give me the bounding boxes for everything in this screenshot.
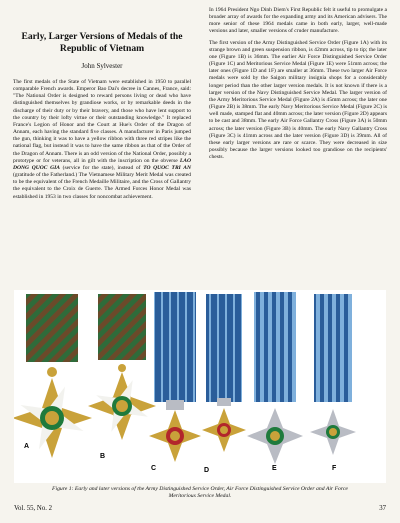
left-paragraph-1 [13, 79, 191, 201]
figure-label-a: A [24, 443, 30, 450]
article-title: Early, Larger Versions of Medals of the Republic of Vietnam [21, 31, 183, 54]
medal-b [85, 294, 158, 443]
left-column [13, 79, 191, 205]
inscription-to-quoc: TO QUOC TRI AN [143, 164, 191, 171]
right-paragraph-2: The first version of the Army Distinguished Service Order (Figure 1A) with its strange brown and green suspension ribbon, is 42mm across, tip to tip; the later one (Figure 1B) is 36mm. The earlier Air Force Distinguished Service Order (Figure 1C) and Meritorious Service Medal (Figure 1E) were 51mm across; the later ones (Figure 1D and 1F) are smaller at 36mm. These two larger Air Force medals were sold by the Saigon military insignia shops for a considerably longer period than the other larger version medals. It is not known if there is a larger version of the Navy Distinguished Service Medal. The larger version of the Army Meritorious Service Medal (Figure 2A) is 45mm across; the later one (Figure 2B) is 38mm. The early Navy Meritorious Service Medal (Figure 2C) is well made, stamped flat and 40mm across; the later version (Figure 2D) appears to be cast and 38mm. The early Air Force Gallantry Cross (Figure 3A) is 50mm across; the later version (Figure 3B) is 40mm. The early Navy Gallantry Cross (Figure 3C) is 41mm across and the later version (Figure 3D) is 39mm. All of these early larger versions are rare or scarce. They were decreased in size possibly because the larger versions looked too grandiose on the recipients' chests. [209, 39, 387, 161]
right-column [209, 7, 387, 165]
figure-label-d: D [204, 467, 210, 474]
right-paragraph-1: In 1964 President Ngo Dinh Diem's First Republic felt it useful to promulgate a broader array of awards for the expanding army and its American advisers. The more senior of these 1964 medals came in both early, larger, well-made versions and later, smaller versions of cruder manufacture. [209, 7, 387, 35]
figure-label-c: C [151, 465, 157, 472]
medal-figure [14, 290, 386, 483]
article-author: John Sylvester [81, 62, 123, 70]
figure-caption: Figure 1: Early and later versions of the Army Distinguished Service Order, Air Force Distinguished Service Order and Air Force Meritorious Service Medal. [52, 486, 348, 499]
volume-issue: Vol. 55, No. 2 [14, 505, 53, 512]
left-paragraph-1-text: The first medals of the State of Vietnam were established in 1950 to parallel comparable French awards. Emperor Bao Dai's decree in Cannes, France, said: "The National Order is designed to reward persons living or dead who have distinguished themselves by grandiose works, or by remarkable deeds in the discharge of their duty or by their bravery, and those who have lent support to the country by their lofty virtue or their outstanding knowledge." It replaced France's Legion of Honor and the Court at Hue's Order of the Dragon of Annam, each having the standard five classes. A manufacturer in Paris jumped the gun, thinking it was to have a yellow ribbon with three red stripes like the national flag, but instead it was to have the same ribbon as that of the Order of the Dragon of Annam. There is an odd version of the National Order, possibly a prototype or for veterans, all in gilt with the inscription on the obverse [13, 79, 191, 164]
medal-photo [14, 290, 386, 483]
medal-e [247, 292, 303, 464]
medal-c [149, 292, 201, 462]
medal-d [202, 294, 246, 452]
left-paragraph-1-mid: (service for the state), instead of [59, 164, 144, 171]
figure-label-e: E [272, 465, 277, 472]
left-paragraph-1-end: (gratitude of the Fatherland.) The Vietnamese Military Merit Medal was created to be the equivalent of the French Medaille Militaire, and the Cross of Gallantry the equivalent to the Croix de Guerre. The Armed Forces Honor Medal was established in 1953 in two classes for noncombat achievement. [13, 172, 191, 200]
figure-label-b: B [100, 453, 106, 460]
page-number: 37 [379, 505, 386, 512]
medal-a [14, 294, 96, 462]
inscription-lao-dong: LAO DONG QUOC GIA [13, 157, 191, 171]
medal-f [310, 294, 356, 455]
figure-label-f: F [332, 465, 337, 472]
